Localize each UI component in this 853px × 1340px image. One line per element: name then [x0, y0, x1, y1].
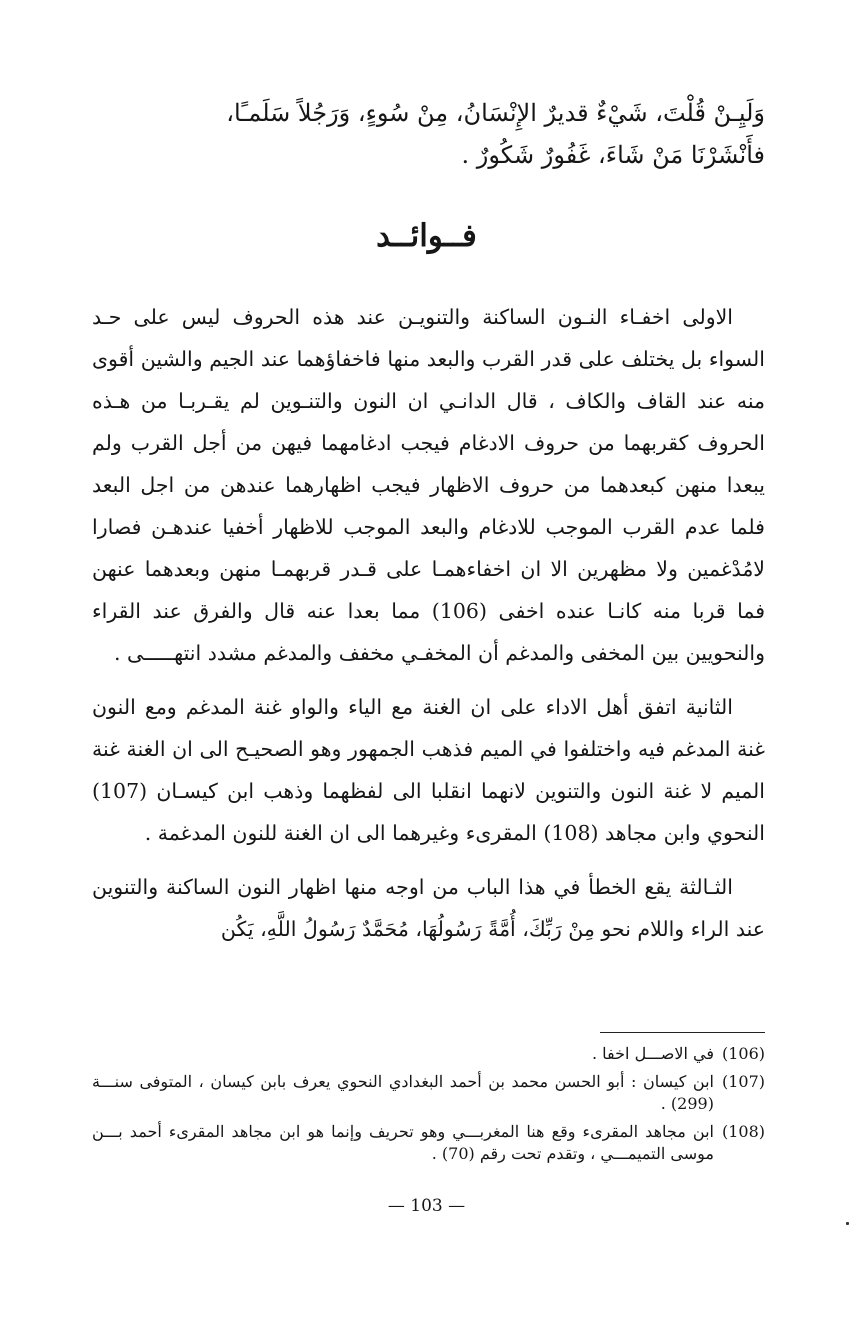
paragraph-third-benefit: الثـالثة يقع الخطأ في هذا الباب من اوجه منها اظهار النون الساكنة والتنوين عند الراء واللام نحو مِنْ رَبِّكَ، أُمَّةً رَسُولُهَا، مُحَمَّدٌ رَسُولُ اللَّهِ، يَكُن: [92, 875, 765, 941]
page-number: — 103 —: [387, 1196, 466, 1216]
footnote-divider: [600, 1032, 765, 1033]
scan-speck: [846, 1222, 849, 1225]
footnote-108: [92, 1121, 765, 1165]
section-heading: فــوائــد: [376, 218, 477, 254]
quranic-examples: [86, 92, 765, 176]
footnote-106: [92, 1043, 765, 1065]
footnote-number: (106): [721, 1044, 765, 1063]
footnote-text: ابن مجاهد المقرىء وقع هنا المغربـــي وهو تحريف وإنما هو ابن مجاهد المقرىء أحمد بـــن موسى التميمـــي ، وتقدم تحت رقم (70) .: [92, 1122, 714, 1163]
footnotes: [92, 1032, 765, 1171]
verse-line-1: وَلَيِـنْ قُلْتَ، شَيْءٌ قديرٌ الإِنْسَانُ، مِنْ سُوءٍ، وَرَجُلاً سَلَمـًا،: [226, 99, 765, 127]
footnote-text: ابن كيسان : أبو الحسن محمد بن أحمد البغدادي النحوي يعرف بابن كيسان ، المتوفى سنـــة (299) .: [92, 1072, 714, 1113]
paragraph-second-benefit: الثانية اتفق أهل الاداء على ان الغنة مع الياء والواو غنة المدغم ومع النون غنة المدغم فيه واختلفوا في الميم فذهب الجمهور وهو الصحيـح الى ان الغنة غنة الميم لا غنة النون والتنوين لانهما انقلبا الى لفظهما وذهب ابن كيسـان (107) النحوي وابن مجاهد (108) المقرىء وغيرهما الى ان الغنة للنون المدغمة .: [92, 695, 765, 845]
main-text: [92, 296, 765, 950]
footnote-number: (108): [721, 1122, 765, 1141]
verse-line-2: فأَنْشَرْنَا مَنْ شَاءَ، غَفُورٌ شَكُورٌ .: [461, 141, 765, 169]
paragraph-first-benefit: الاولى اخفـاء النـون الساكنة والتنويـن عند هذه الحروف ليس على حـد السواء بل يختلف على قدر القرب والبعد منها فاخفاؤهما عند الجيم والشين أقوى منه عند القاف والكاف ، قال الدانـي ان النون والتنـوين لم يقـربـا من هـذه الحروف كقربهما من حروف الادغام فيجب ادغامهما فيهن من أجل القرب ولم يبعدا منهن كبعدهما من حروف الاظهار فيجب اظهارهما عندهن من اجل البعد فلما عدم القرب الموجب للادغام والبعد الموجب للاظهار أخفيا عندهـن فصارا لامُدْغمين ولا مظهرين الا ان اخفاءهمـا على قـدر قربهمـا منهن وبعدهما عنهن فما قربا منه كانـا عنده اخفى (106) مما بعدا عنه قال والفرق عند القراء والنحويين بين المخفى والمدغم أن المخفـي مخفف والمدغم مشدد انتهـــــى .: [92, 305, 766, 665]
footnote-107: [92, 1071, 765, 1115]
footnote-number: (107): [721, 1072, 765, 1091]
footnote-text: في الاصـــل اخفا .: [592, 1044, 714, 1063]
